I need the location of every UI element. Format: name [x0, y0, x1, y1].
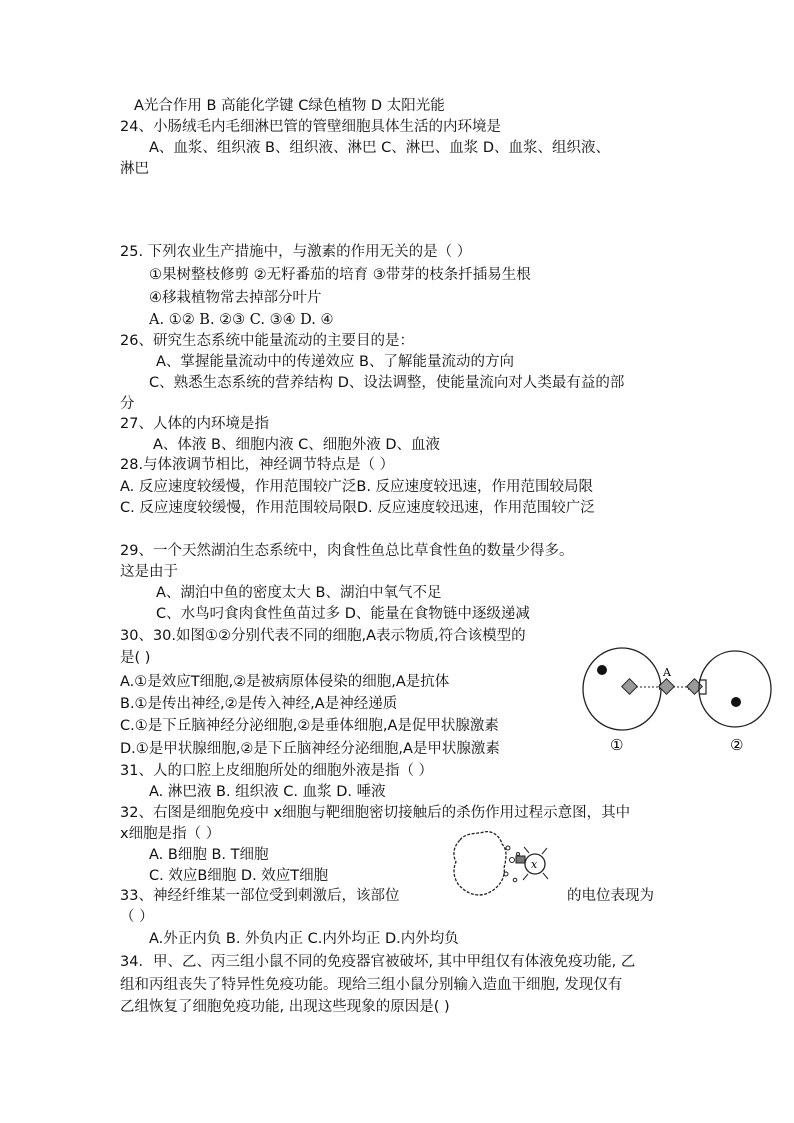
q25-items-2: ④移栽植物常去掉部分叶片 — [149, 290, 322, 306]
q28-options-cd: C. 反应速度较缓慢，作用范围较局限D. 反应速度较迅速，作用范围较广泛 — [120, 500, 595, 516]
q25-items-1: ①果树整枝修剪 ②无籽番茄的培育 ③带芽的枝条扦插易生根 — [149, 267, 531, 283]
q30-option-c: C.①是下丘脑神经分泌细胞,②是垂体细胞,A是促甲状腺激素 — [120, 718, 499, 734]
label-cell-1: ① — [610, 736, 624, 754]
q32-cell-immunity-diagram — [448, 828, 558, 902]
q26-options-ab: A、掌握能量流动中的传递效应 B、了解能量流动的方向 — [156, 354, 514, 370]
cell-2-nucleus — [731, 697, 741, 707]
cell-1-nucleus — [597, 665, 607, 675]
fragment — [510, 858, 515, 863]
fragment — [517, 853, 520, 856]
q29-options-ab: A、湖泊中鱼的密度太大 B、湖泊中氧气不足 — [156, 585, 442, 601]
x-cell-process — [543, 873, 548, 879]
fragment — [513, 878, 517, 882]
q30-option-a: A.①是效应T细胞,②是被病原体侵染的细胞,A是抗体 — [120, 674, 450, 690]
q26-options-cont: 分 — [120, 396, 135, 412]
q26-stem: 26、研究生态系统中能量流动的主要目的是： — [120, 333, 414, 349]
q32-stem-cont: x细胞是指（ ） — [120, 826, 221, 842]
label-cell-2: ② — [730, 736, 744, 754]
q32-stem: 32、右图是细胞免疫中 x细胞与靶细胞密切接触后的杀伤作用过程示意图，其中 — [120, 805, 631, 821]
q30-stem-cont: 是( ) — [120, 650, 151, 666]
contact-point — [516, 856, 525, 863]
q33-stem-tail: 的电位表现为 — [567, 888, 654, 904]
q32-options-ab: A. B细胞 B. T细胞 — [149, 847, 269, 863]
q34-stem-2: 组和丙组丧失了特异性免疫功能。现给三组小鼠分别输入造血干细胞, 发现仅有 — [120, 977, 623, 993]
label-a: A — [663, 666, 671, 679]
q30-option-d: D.①是甲状腺细胞,②是下丘脑神经分泌细胞,A是甲状腺激素 — [120, 741, 500, 757]
q33-options: A.外正内负 B. 外负内正 C.内外均正 D.内外均负 — [149, 931, 459, 947]
q27-stem: 27、人体的内环境是指 — [120, 416, 269, 432]
q31-options: A. 淋巴液 B. 组织液 C. 血浆 D. 唾液 — [149, 784, 386, 800]
q28-options-ab: A. 反应速度较缓慢，作用范围较广泛B. 反应速度较迅速，作用范围较局限 — [120, 479, 594, 495]
target-cell — [454, 832, 506, 895]
x-cell-process — [524, 847, 529, 853]
q29-stem-cont: 这是由于 — [120, 564, 178, 580]
q34-stem-1: 34．甲、乙、丙三组小鼠不同的免疫器官被破坏, 其中甲组仅有体液免疫功能, 乙 — [120, 954, 636, 970]
q30-cell-diagram — [582, 640, 778, 758]
q33-stem: 33、神经纤维某一部位受到刺激后，该部位 — [120, 888, 400, 904]
q24-options-cont: 淋巴 — [120, 161, 149, 177]
fragment — [506, 846, 510, 850]
cell-1-outline — [583, 648, 661, 730]
q30-stem: 30、30.如图①②分别代表不同的细胞,A表示物质,符合该模型的 — [120, 628, 526, 644]
q32-options-cd: C. 效应B细胞 D. 效应T细胞 — [149, 868, 329, 884]
cell-2-outline — [699, 651, 771, 727]
q33-blank: （ ） — [120, 909, 154, 925]
substance-a-1 — [622, 679, 638, 695]
q34-stem-3: 乙组恢复了细胞免疫功能, 出现这些现象的原因是( ) — [120, 999, 450, 1015]
q29-stem: 29、一个天然湖泊生态系统中，肉食性鱼总比草食性鱼的数量少得多。 — [120, 543, 574, 559]
q30-option-b: B.①是传出神经,②是传入神经,A是神经递质 — [120, 696, 398, 712]
x-cell-process — [523, 874, 528, 880]
q28-stem: 28.与体液调节相比，神经调节特点是（ ） — [120, 457, 395, 473]
q29-options-cd: C、水鸟叼食肉食性鱼苗过多 D、能量在食物链中逐级递减 — [156, 606, 530, 622]
q26-options-cd: C、熟悉生态系统的营养结构 D、设法调整，使能量流向对人类最有益的部 — [149, 375, 625, 391]
q25-options: A. ①② B. ②③ C. ③④ D. ④ — [149, 312, 334, 328]
q25-stem: 25. 下列农业生产措施中，与激素的作用无关的是（ ） — [120, 244, 472, 260]
label-x: x — [531, 858, 538, 871]
fragment — [504, 872, 508, 876]
q24-options: A、血浆、组织液 B、组织液、淋巴 C、淋巴、血浆 D、血浆、组织液、 — [149, 140, 610, 156]
q31-stem: 31、人的口腔上皮细胞所处的细胞外液是指（ ） — [120, 763, 434, 779]
q24-stem: 24、小肠绒毛内毛细淋巴管的管壁细胞具体生活的内环境是 — [120, 119, 501, 135]
x-cell-process — [542, 848, 547, 854]
q27-options: A、体液 B、细胞内液 C、细胞外液 D、血液 — [153, 437, 440, 453]
q23-options: A光合作用 B 高能化学键 C绿色植物 D 太阳光能 — [134, 98, 445, 114]
